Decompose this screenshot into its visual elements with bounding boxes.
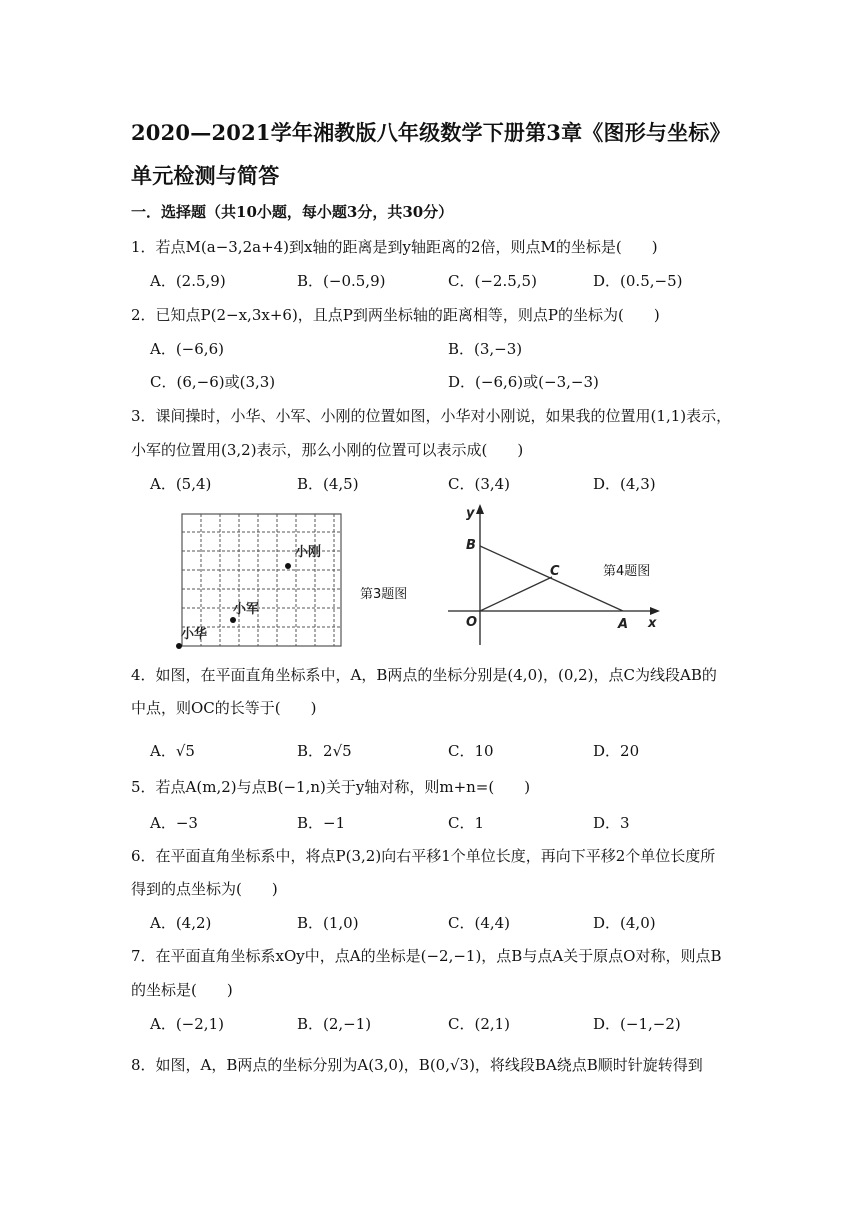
q6-option-b: B．(1,0): [297, 914, 359, 932]
q3-option-b: B．(4,5): [297, 475, 359, 493]
q1-option-a: A．(2.5,9): [150, 272, 226, 290]
label-xiaojun: 小军: [233, 602, 260, 617]
q5-option-a: A．−3: [150, 814, 198, 832]
figures-area: [170, 503, 670, 653]
question-3-stem-line1: 3．课间操时，小华、小军、小刚的位置如图，小华对小刚说，如果我的位置用(1,1)表示，: [131, 407, 732, 425]
q4-option-d: D．20: [593, 742, 640, 760]
figure-4-caption: 第4题图: [603, 564, 651, 579]
q7-option-b: B．(2,−1): [297, 1015, 372, 1033]
section-heading: 一．选择题（共10小题，每小题3分，共30分）: [131, 203, 454, 221]
q2-option-b: B．(3,−3): [448, 340, 523, 358]
point-xiaogang: [285, 563, 291, 569]
question-2-stem: 2．已知点P(2−x,3x+6)，且点P到两坐标轴的距离相等，则点P的坐标为( ): [131, 306, 660, 324]
q3-option-d: D．(4,3): [593, 475, 656, 493]
label-x: x: [648, 616, 657, 631]
q5-option-c: C．1: [448, 814, 485, 832]
label-b: B: [466, 538, 476, 553]
question-4-stem-line2: 中点，则OC的长等于( ): [131, 699, 317, 717]
label-c: C: [550, 564, 560, 579]
y-axis-arrow-icon: [476, 504, 484, 514]
q1-option-c: C．(−2.5,5): [448, 272, 537, 290]
label-a: A: [618, 617, 629, 632]
q2-option-c: C．(6,−6)或(3,3): [150, 373, 276, 391]
question-1-stem: 1．若点M(a−3,2a+4)到x轴的距离是到y轴距离的2倍，则点M的坐标是( ): [131, 238, 658, 256]
q6-option-c: C．(4,4): [448, 914, 511, 932]
question-7-stem-line1: 7．在平面直角坐标系xOy中，点A的坐标是(−2,−1)，点B与点A关于原点O对称，则点B: [131, 947, 722, 965]
q7-option-c: C．(2,1): [448, 1015, 511, 1033]
q6-option-d: D．(4,0): [593, 914, 656, 932]
q6-option-a: A．(4,2): [150, 914, 212, 932]
figure-3-caption: 第3题图: [360, 587, 408, 602]
q3-option-c: C．(3,4): [448, 475, 511, 493]
point-xiaohua: [176, 643, 182, 649]
q7-option-d: D．(−1,−2): [593, 1015, 681, 1033]
q1-option-d: D．(0.5,−5): [593, 272, 683, 290]
question-7-stem-line2: 的坐标是( ): [131, 981, 233, 999]
point-xiaojun: [230, 617, 236, 623]
question-4-stem-line1: 4．如图，在平面直角坐标系中，A，B两点的坐标分别是(4,0)，(0,2)，点C为线段AB的: [131, 666, 717, 684]
page-subtitle: 单元检测与简答: [131, 163, 280, 188]
q4-option-a: A．√5: [150, 742, 195, 760]
question-6-stem-line2: 得到的点坐标为( ): [131, 880, 278, 898]
label-xiaohua: 小华: [181, 627, 208, 642]
label-y: y: [466, 506, 475, 521]
q2-option-a: A．(−6,6): [150, 340, 224, 358]
page-title: 2020—2021学年湘教版八年级数学下册第3章《图形与坐标》: [131, 120, 731, 145]
q5-option-d: D．3: [593, 814, 630, 832]
q2-option-d: D．(−6,6)或(−3,−3): [448, 373, 599, 391]
q3-option-a: A．(5,4): [150, 475, 212, 493]
question-5-stem: 5．若点A(m,2)与点B(−1,n)关于y轴对称，则m+n=( ): [131, 778, 531, 796]
label-xiaogang: 小刚: [295, 545, 322, 560]
q5-option-b: B．−1: [297, 814, 346, 832]
question-3-stem-line2: 小军的位置用(3,2)表示，那么小刚的位置可以表示成( ): [131, 441, 524, 459]
q7-option-a: A．(−2,1): [150, 1015, 224, 1033]
x-axis-arrow-icon: [650, 607, 660, 615]
label-o: O: [466, 615, 478, 630]
q4-option-c: C．10: [448, 742, 494, 760]
q4-option-b: B．2√5: [297, 742, 352, 760]
q1-option-b: B．(−0.5,9): [297, 272, 386, 290]
question-8-stem-line1: 8．如图，A，B两点的坐标分别为A(3,0)，B(0,√3)，将线段BA绕点B顺时针旋转得到: [131, 1056, 703, 1074]
question-6-stem-line1: 6．在平面直角坐标系中，将点P(3,2)向右平移1个单位长度，再向下平移2个单位长度所: [131, 847, 716, 865]
